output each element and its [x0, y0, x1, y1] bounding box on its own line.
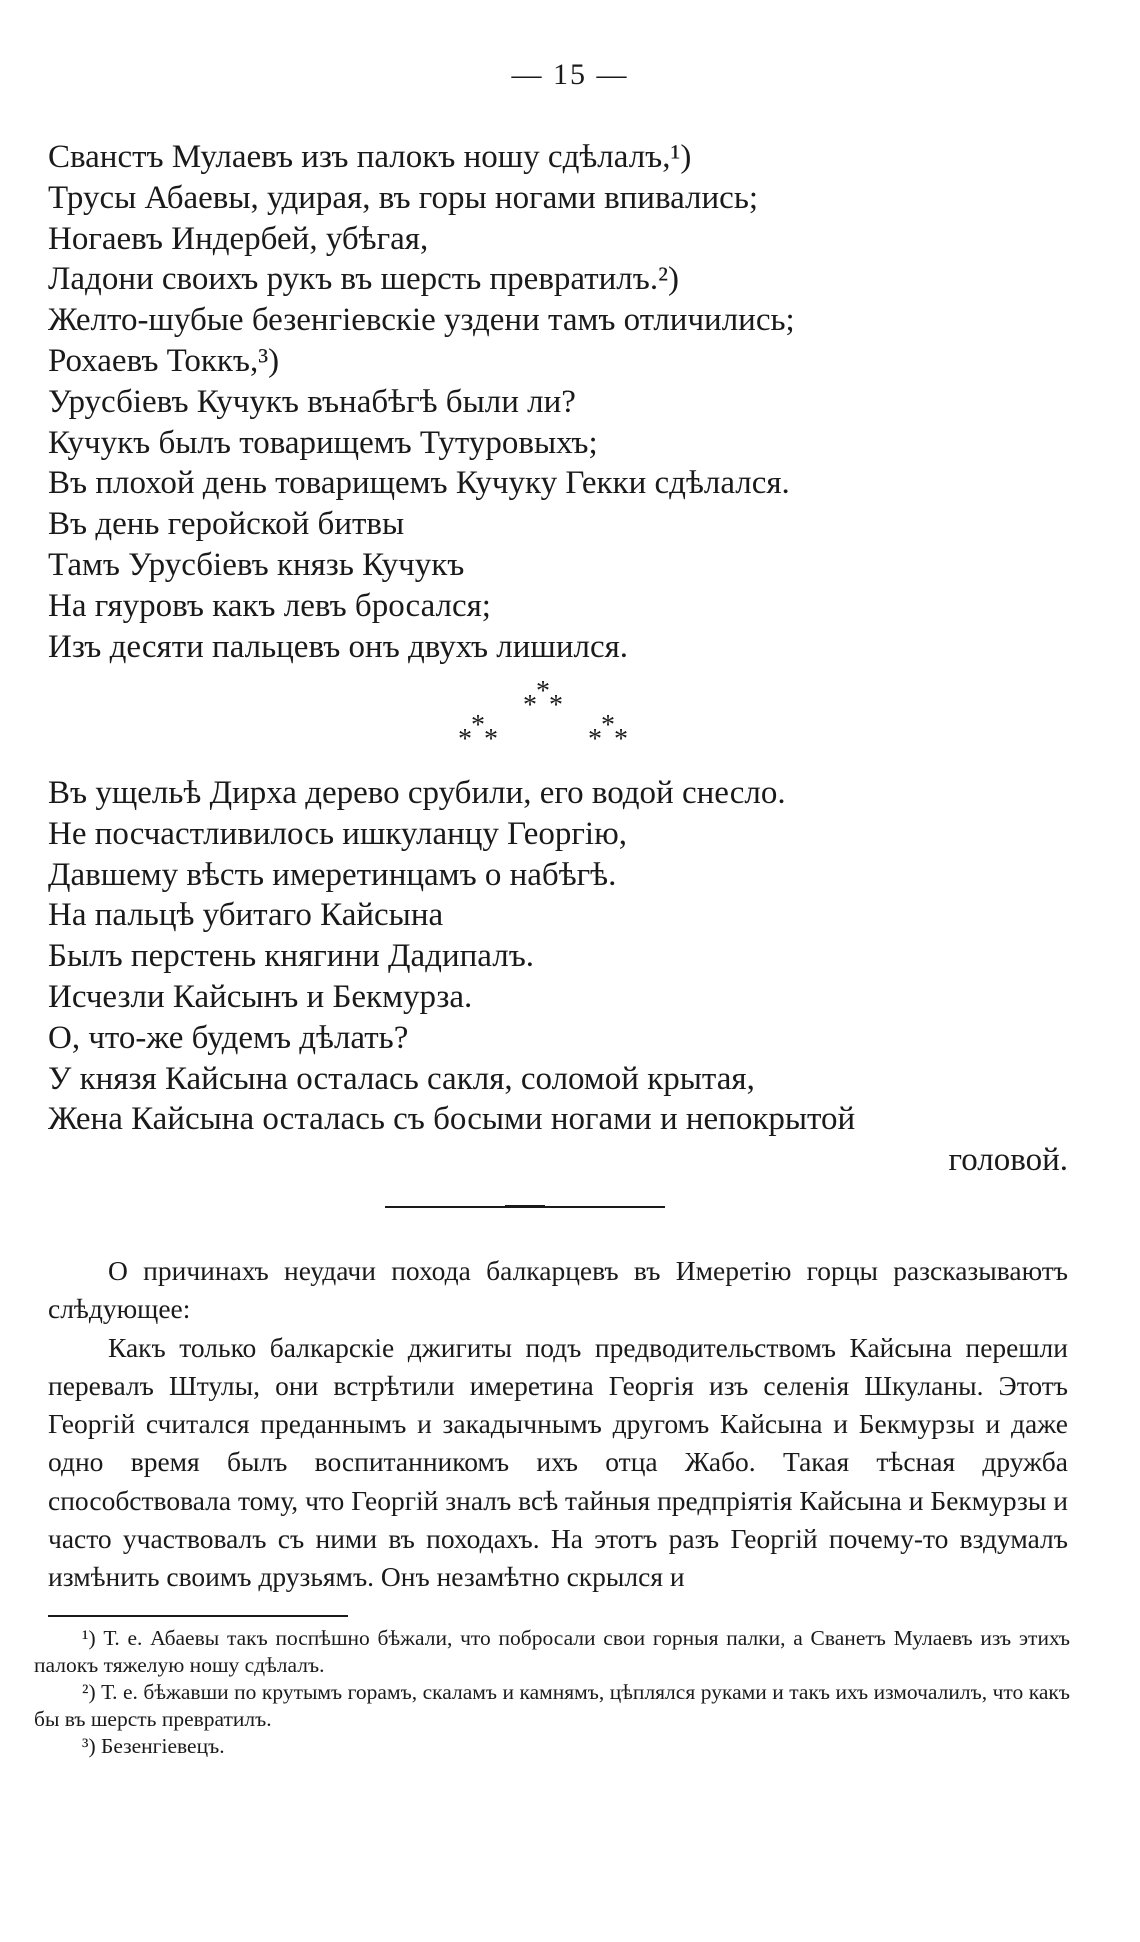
verse-line: Исчезли Кайсынъ и Бекмурза.: [48, 978, 473, 1015]
verse-line: Рохаевъ Токкъ,³): [48, 342, 280, 379]
verse-line: Жена Кайсына осталась съ босыми ногами и непокрытой: [48, 1101, 856, 1138]
verse-line: Въ день геройской битвы: [48, 506, 405, 543]
verse-line: Ладони своихъ рукъ въ шерсть превратилъ.²): [48, 261, 679, 298]
page-number: — 15 —: [511, 58, 629, 91]
verse-line: О, что-же будемъ дѣлать?: [48, 1019, 409, 1056]
verse-line: Кучукъ былъ товарищемъ Тутуровыхъ;: [48, 424, 598, 461]
footnote: ²) Т. е. бѣжавши по крутымъ горамъ, скаламъ и камнямъ, цѣплялся руками и такъ ихъ измочалилъ, что какъ бы въ шерсть превратилъ.: [34, 1680, 1070, 1731]
verse-line: Въ ущельѣ Дирха дерево срубили, его водой снесло.: [48, 775, 786, 811]
footnote-rule: [48, 1615, 348, 1617]
footnote: ³) Безенгіевецъ.: [82, 1734, 225, 1758]
footnote: ¹) Т. е. Абаевы такъ поспѣшно бѣжали, что побросали свои горныя палки, а Сванетъ Мулаевъ изъ этихъ палокъ тяжелую ношу сдѣлалъ.: [34, 1626, 1070, 1677]
verse-line: Тамъ Урусбіевъ князь Кучукъ: [48, 546, 465, 583]
verse-line-continuation: головой.: [948, 1142, 1068, 1179]
verse-line: Ногаевъ Индербей, убѣгая,: [48, 220, 429, 257]
paragraph: О причинахъ неудачи похода балкарцевъ въ Имеретію горцы разсказываютъ слѣдующее:: [48, 1255, 1068, 1325]
verse-line: Желто-шубые безенгіевскіе уздени тамъ отличились;: [48, 302, 795, 339]
verse-line: На пальцѣ убитаго Кайсына: [48, 897, 444, 934]
verse-line: Не посчастливилось ишкуланцу Георгію,: [48, 815, 627, 852]
paragraph: Какъ только балкарскіе джигиты подъ предводительствомъ Кайсына перешли перевалъ Штулы, они встрѣтили имеретина Георгія изъ селенія Шкуланы. Этотъ Георгій считался преданнымъ и закадычнымъ другомъ Кайсына и Бекмурзы и даже одно время былъ воспитанникомъ ихъ отца Жабо. Такая тѣсная дружба способствовала тому, что Георгій зналъ всѣ тайныя предпріятія Кайсына и Бекмурзы и часто участвовалъ съ ними въ походахъ. На этотъ разъ Георгій почему-то вздумалъ измѣнить своимъ друзьямъ. Онъ незамѣтно скрылся и: [48, 1331, 1068, 1593]
verse-line: Урусбіевъ Кучукъ вънабѣгѣ были ли?: [48, 383, 576, 420]
footnotes: [34, 1625, 1070, 1760]
verse-stanza-2: [48, 773, 1068, 1181]
verse-line: Сванстъ Мулаевъ изъ палокъ ношу сдѣлалъ,¹): [48, 139, 692, 175]
verse-line: На гяуровъ какъ левъ бросался;: [48, 587, 491, 624]
asterism-divider: * * * * * * * * *: [458, 676, 628, 755]
section-divider: [385, 1206, 665, 1208]
verse-line: Изъ десяти пальцевъ онъ двухъ лишился.: [48, 628, 629, 665]
verse-line: У князя Кайсына осталась сакля, соломой крытая,: [48, 1060, 755, 1097]
verse-line: Былъ перстень княгини Дадипалъ.: [48, 938, 535, 975]
verse-line: Трусы Абаевы, удирая, въ горы ногами впивались;: [48, 179, 759, 216]
verse-stanza-1: [48, 137, 1068, 667]
verse-line: Въ плохой день товарищемъ Кучуку Гекки сдѣлался.: [48, 465, 790, 502]
prose-body: [48, 1252, 1068, 1597]
verse-line: Давшему вѣсть имеретинцамъ о набѣгѣ.: [48, 856, 617, 893]
